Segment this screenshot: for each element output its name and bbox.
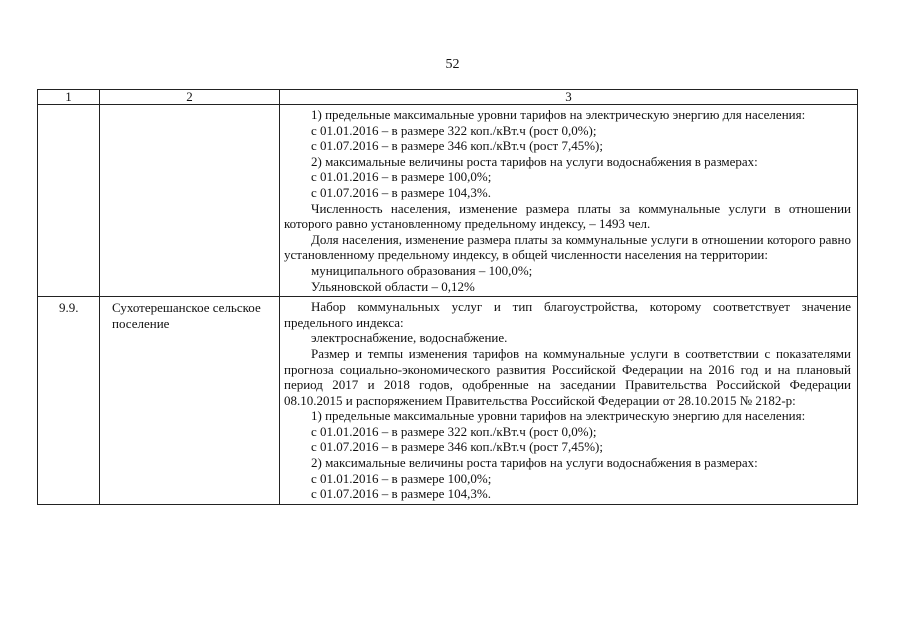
text-line: с 01.01.2016 – в размере 322 коп./кВт.ч (рост 0,0%);	[311, 122, 597, 138]
tariff-table	[37, 89, 858, 505]
settlement-name	[100, 105, 280, 297]
paragraph: Численность населения, изменение размера платы за коммунальные услуги в отношении которого равно установленному предельному индексу, – 1493 чел.	[284, 200, 851, 232]
row-number	[38, 105, 100, 297]
text-line: с 01.07.2016 – в размере 104,3%.	[311, 486, 491, 502]
paragraph: Доля населения, изменение размера платы за коммунальные услуги в отношении которого равно установленному предельному индексу, в общей численности населения на территории:	[284, 231, 851, 263]
header-col-3: 3	[280, 90, 858, 105]
table-row	[38, 297, 858, 505]
text-line: с 01.01.2016 – в размере 100,0%;	[311, 169, 492, 185]
row-text	[280, 297, 858, 505]
row2-lines	[284, 299, 851, 502]
table-header-row	[38, 90, 858, 105]
paragraph: 1) предельные максимальные уровни тарифов на электрическую энергию для населения:	[311, 408, 806, 424]
settlement-name: Сухотерешанское сельское поселение	[100, 297, 280, 505]
text-line: 2) максимальные величины роста тарифов на услуги водоснабжения в размерах:	[311, 455, 758, 471]
text-line: с 01.07.2016 – в размере 346 коп./кВт.ч (рост 7,45%);	[311, 138, 603, 154]
text-line: муниципального образования – 100,0%;	[311, 262, 533, 278]
page-number: 52	[445, 57, 460, 72]
text-line: с 01.01.2016 – в размере 322 коп./кВт.ч (рост 0,0%);	[311, 423, 597, 439]
text-line: Ульяновской области – 0,12%	[311, 278, 475, 294]
text-line: электроснабжение, водоснабжение.	[311, 330, 508, 346]
row-text	[280, 105, 858, 297]
text-line: с 01.07.2016 – в размере 346 коп./кВт.ч (рост 7,45%);	[311, 439, 603, 455]
text-line: с 01.01.2016 – в размере 100,0%;	[311, 470, 492, 486]
row-number: 9.9.	[38, 297, 100, 505]
paragraph: 1) предельные максимальные уровни тарифов на электрическую энергию для населения:	[311, 107, 806, 122]
table-row	[38, 105, 858, 297]
row1-lines	[284, 107, 851, 294]
text-line: 2) максимальные величины роста тарифов на услуги водоснабжения в размерах:	[311, 153, 758, 169]
header-col-2: 2	[100, 90, 280, 105]
text-line: с 01.07.2016 – в размере 104,3%.	[311, 184, 491, 200]
header-col-1: 1	[38, 90, 100, 105]
paragraph: Набор коммунальных услуг и тип благоустройства, которому соответствует значение предельного индекса:	[284, 299, 851, 330]
paragraph: Размер и темпы изменения тарифов на коммунальные услуги в соответствии с показателями прогноза социально-экономического развития Российской Федерации на 2016 год и на плановый период 2017 и 2018 годов, одобренные на заседании Правительства Российской Федерации 08.10.2015 и распоряжением Правительства Российской Федерации от 28.10.2015 № 2182-р:	[284, 345, 851, 408]
